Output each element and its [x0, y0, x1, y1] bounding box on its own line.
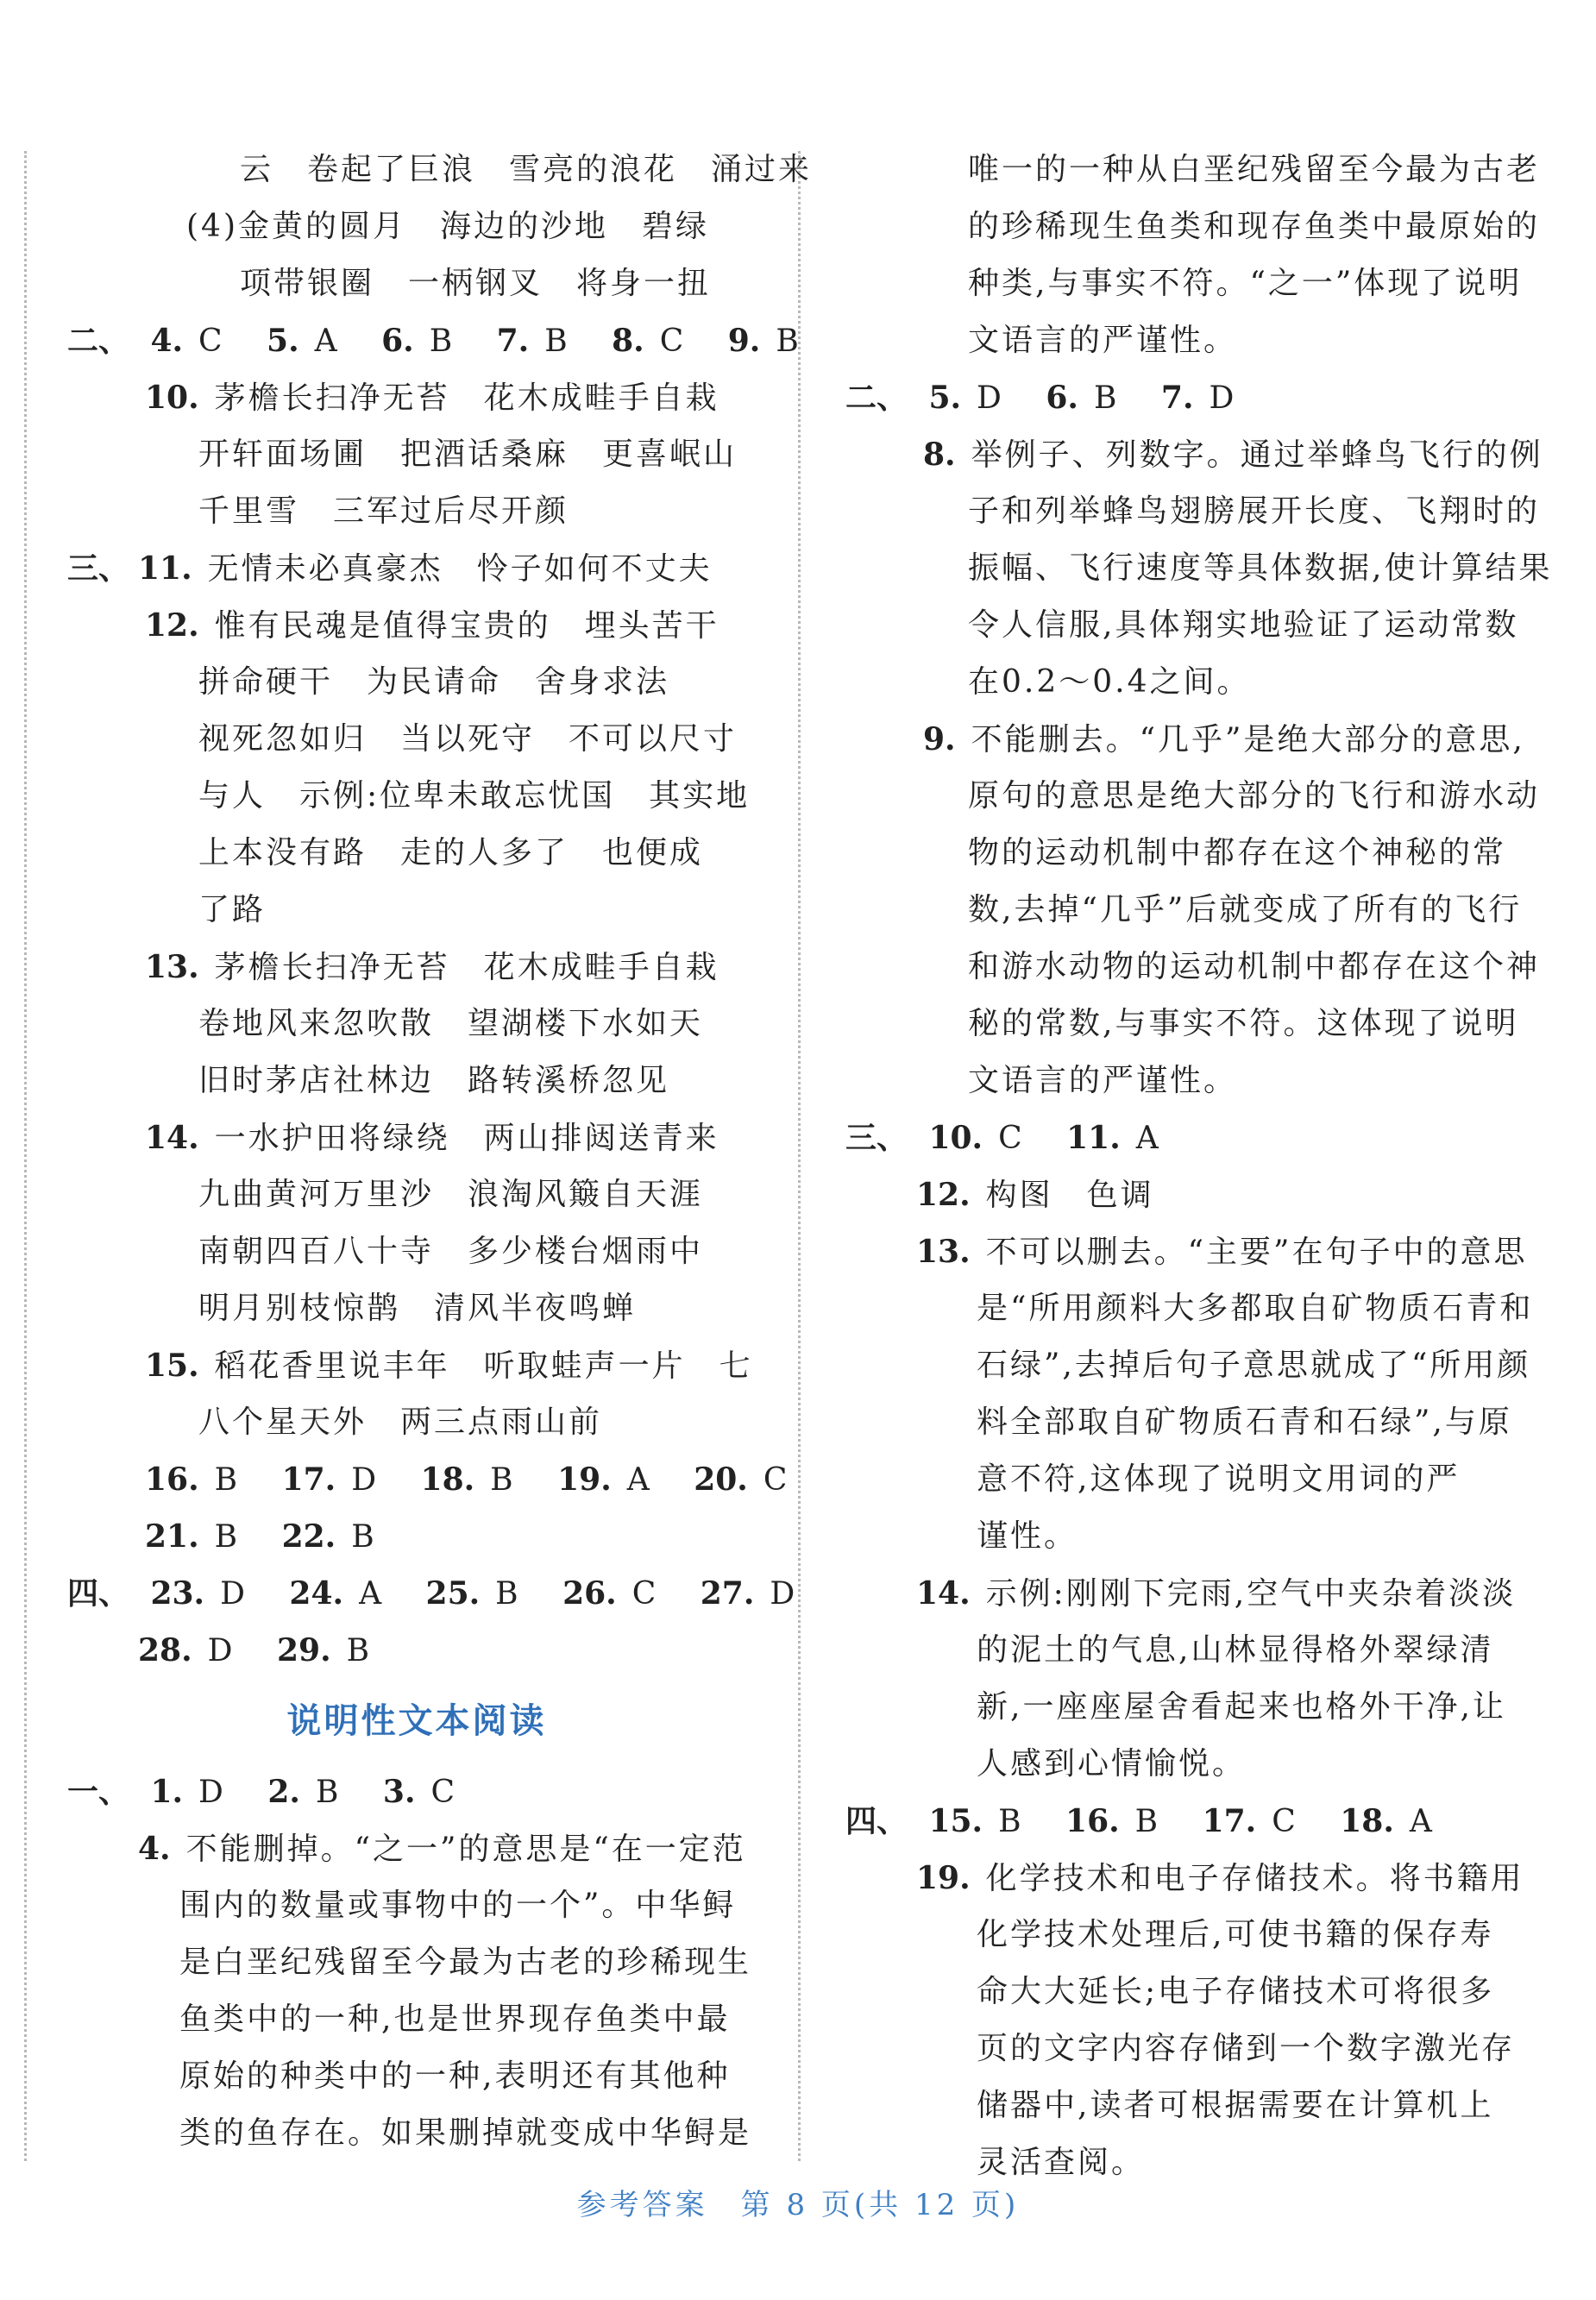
text-line: 页的文字内容存储到一个数字激光存	[977, 2031, 1516, 2066]
section-4-mc-row	[67, 1565, 798, 1622]
answer: B	[429, 324, 456, 359]
answer: B	[998, 1804, 1024, 1839]
text-line: 茅檐长扫净无苔 花木成畦手自栽	[214, 950, 719, 985]
text-line: 文语言的严谨性。	[968, 323, 1238, 358]
answer: D	[1209, 380, 1237, 416]
question-number: 25.	[425, 1575, 481, 1612]
text-line: 举例子、列数字。通过举蜂鸟飞行的例	[971, 437, 1543, 473]
question-number: 19.	[557, 1461, 612, 1498]
question-number: 5.	[267, 323, 299, 359]
question-number: 14.	[916, 1575, 971, 1612]
text-line: 意不符,这体现了说明文用词的严	[977, 1461, 1461, 1497]
question-number: 19.	[916, 1860, 971, 1896]
question-number: 14.	[145, 1120, 199, 1156]
section-marker: 二、	[845, 380, 908, 416]
text-line: 拼命硬干 为民请命 舍身求法	[198, 664, 670, 700]
text-line: 石绿”,去掉后句子意思就成了“所用颜	[977, 1348, 1531, 1383]
text-line: 视死忽如归 当以死守 不可以尺寸	[198, 721, 738, 757]
text-line: 茅檐长扫净无苔 花木成畦手自栽	[214, 380, 719, 416]
answer: A	[359, 1576, 385, 1612]
answer: A	[1409, 1804, 1435, 1839]
question-14	[845, 1565, 1540, 1622]
text-line: 千里雪 三军过后尽开颜	[198, 493, 569, 529]
text-line: 南朝四百八十寺 多少楼台烟雨中	[198, 1234, 704, 1269]
text-line: 原始的种类中的一种,表明还有其他种	[179, 2058, 731, 2094]
answer: B	[351, 1519, 377, 1555]
text-line: 云 卷起了巨浪 雪亮的浪花 涌过来	[240, 152, 813, 187]
text-line: 人感到心情愉悦。	[977, 1746, 1247, 1782]
text-line: 是“所用颜料大多都取自矿物质石青和	[977, 1291, 1534, 1326]
text-line: 化学技术和电子存储技术。将书籍用	[985, 1861, 1524, 1896]
question-13	[67, 939, 766, 996]
answer: B	[346, 1633, 373, 1668]
section-marker: 四、	[845, 1803, 908, 1839]
question-number: 18.	[1340, 1803, 1394, 1839]
answer: C	[998, 1121, 1025, 1156]
mc-row-16-20	[67, 1451, 790, 1508]
question-number: 17.	[281, 1461, 336, 1498]
text-line: 一水护田将绿绕 两山排闼送青来	[214, 1121, 719, 1156]
answer: D	[207, 1633, 236, 1668]
question-13	[845, 1223, 1540, 1280]
text-line: 旧时茅店社林边 路转溪桥忽见	[198, 1063, 670, 1098]
question-number: 11.	[138, 550, 192, 587]
text-line: 稻花香里说丰年 听取蛙声一片 七	[214, 1348, 753, 1384]
text-line: 命大大延长;电子存储技术可将很多	[977, 1974, 1495, 2009]
text-line: 文语言的严谨性。	[968, 1063, 1238, 1098]
question-number: 9.	[727, 323, 761, 359]
text-line: 灵活查阅。	[977, 2145, 1146, 2180]
answer: B	[776, 324, 801, 359]
text-line: 种类,与事实不符。“之一”体现了说明	[968, 266, 1523, 301]
text-line: 秘的常数,与事实不符。这体现了说明	[968, 1006, 1519, 1041]
question-number: 24.	[289, 1575, 344, 1612]
text-line: 卷地风来忽吹散 望湖楼下水如天	[198, 1006, 704, 1041]
question-number: 2.	[267, 1774, 300, 1810]
question-number: 20.	[694, 1461, 748, 1498]
question-number: 6.	[381, 323, 414, 359]
text-line: 上本没有路 走的人多了 也便成	[198, 835, 704, 870]
answer: D	[977, 380, 1004, 416]
expository-section-1-mc-row	[67, 1763, 766, 1820]
text-line: 不能删掉。“之一”的意思是“在一定范	[185, 1832, 746, 1867]
answer: C	[1272, 1804, 1298, 1839]
text-line: 新,一座座屋舍看起来也格外干净,让	[977, 1689, 1506, 1725]
section-2-mc-row	[67, 312, 801, 369]
text-line: 明月别枝惊鹊 清风半夜鸣蝉	[198, 1291, 637, 1326]
text-line: 鱼类中的一种,也是世界现存鱼类中最	[179, 2002, 731, 2037]
answer: D	[198, 1775, 226, 1810]
question-number: 13.	[916, 1234, 971, 1270]
section-marker: 三、	[845, 1120, 908, 1156]
question-number: 28.	[138, 1632, 192, 1668]
text-line: 原句的意思是绝大部分的飞行和游水动	[968, 778, 1541, 814]
section-marker: 二、	[67, 323, 130, 359]
answer: B	[1093, 380, 1120, 416]
answer: A	[1135, 1121, 1161, 1156]
question-number: 4.	[150, 323, 184, 359]
answer: C	[763, 1462, 790, 1498]
text-line: 构图 色调	[985, 1178, 1154, 1213]
text-line: 的泥土的气息,山林显得格外翠绿清	[977, 1632, 1494, 1668]
text-line: 是白垩纪残留至今最为古老的珍稀现生	[179, 1945, 752, 1980]
text-line: (4)金黄的圆月 海边的沙地 碧绿	[186, 209, 709, 244]
question-number: 7.	[496, 323, 530, 359]
question-8	[845, 426, 1543, 483]
question-number: 7.	[1160, 380, 1194, 416]
text-line: 谨性。	[977, 1518, 1078, 1554]
question-number: 10.	[145, 380, 199, 416]
answer: B	[490, 1462, 516, 1498]
text-line: 不可以删去。“主要”在句子中的意思	[985, 1235, 1528, 1270]
question-11	[67, 540, 766, 597]
section-marker: 三、	[67, 550, 130, 587]
question-number: 18.	[420, 1461, 475, 1498]
question-number: 11.	[1066, 1120, 1121, 1156]
question-number: 4.	[138, 1831, 171, 1867]
text-line: 子和列举蜂鸟翅膀展开长度、飞翔时的	[968, 493, 1541, 529]
question-14	[67, 1109, 766, 1166]
answer: B	[315, 1775, 342, 1810]
question-12	[67, 597, 766, 654]
text-line: 储器中,读者可根据需要在计算机上	[977, 2088, 1494, 2123]
answer: B	[544, 324, 570, 359]
answer: C	[430, 1775, 458, 1810]
text-line: 类的鱼存在。如果删掉就变成中华鲟是	[179, 2115, 752, 2151]
answer: B	[214, 1462, 241, 1498]
answer: C	[631, 1576, 659, 1612]
text-line: 不能删去。“几乎”是绝大部分的意思,	[971, 722, 1525, 757]
question-number: 22.	[281, 1518, 336, 1555]
question-number: 9.	[923, 721, 956, 757]
question-number: 29.	[276, 1632, 331, 1668]
answer: A	[626, 1462, 652, 1498]
text-line: 了路	[198, 892, 267, 927]
section-marker: 一、	[67, 1774, 130, 1810]
text-line: 振幅、飞行速度等具体数据,使计算结果	[968, 550, 1553, 586]
left-column	[67, 141, 813, 2162]
question-number: 1.	[150, 1774, 184, 1810]
text-line: 和游水动物的运动机制中都存在这个神	[968, 949, 1541, 984]
text-line: 与人 示例:位卑未敢忘忧国 其实地	[198, 778, 751, 814]
question-number: 12.	[145, 607, 199, 644]
question-number: 23.	[150, 1575, 205, 1612]
question-15	[67, 1337, 766, 1394]
right-column	[845, 141, 1553, 2191]
question-number: 12.	[916, 1177, 971, 1213]
column-divider	[798, 151, 801, 2161]
section-marker: 四、	[67, 1575, 130, 1612]
text-line: 开轩面场圃 把酒话桑麻 更喜岷山	[198, 437, 738, 472]
answer: C	[659, 324, 687, 359]
answer: B	[214, 1519, 241, 1555]
answer: C	[198, 324, 225, 359]
answer: D	[351, 1462, 380, 1498]
page-footer: 参考答案 第 8 页(共 12 页)	[576, 2188, 1020, 2222]
text-line: 惟有民魂是值得宝贵的 埋头苦干	[214, 608, 719, 644]
question-number: 17.	[1202, 1803, 1257, 1839]
question-number: 15.	[145, 1348, 199, 1384]
text-line: 令人信服,具体翔实地验证了运动常数	[968, 607, 1519, 643]
text-line: 在0.2～0.4之间。	[968, 664, 1251, 700]
question-4	[67, 1820, 766, 1877]
question-number: 26.	[562, 1575, 617, 1612]
left-margin-divider	[24, 151, 27, 2161]
answer: D	[770, 1576, 798, 1612]
text-line: 八个星天外 两三点雨山前	[198, 1405, 603, 1440]
mc-row-21-22	[67, 1508, 766, 1565]
question-number: 5.	[928, 380, 962, 416]
section-4-mc-row	[845, 1793, 1540, 1850]
text-line: 九曲黄河万里沙 浪淘风簸自天涯	[198, 1177, 704, 1212]
text-line: 物的运动机制中都存在这个神秘的常	[968, 835, 1507, 870]
question-number: 6.	[1046, 380, 1078, 416]
answer: D	[220, 1576, 248, 1612]
question-number: 10.	[928, 1120, 983, 1156]
section-2-mc-row	[845, 369, 1540, 426]
question-number: 16.	[145, 1461, 199, 1498]
question-number: 3.	[382, 1774, 416, 1810]
question-number: 16.	[1065, 1803, 1120, 1839]
question-number: 13.	[145, 949, 199, 985]
question-number: 15.	[928, 1803, 983, 1839]
text-line: 料全部取自矿物质石青和石绿”,与原	[977, 1405, 1512, 1440]
question-9	[845, 711, 1540, 768]
question-number: 27.	[700, 1575, 755, 1612]
question-number: 8.	[923, 437, 956, 473]
section-3-mc-row	[845, 1109, 1540, 1166]
text-line: 围内的数量或事物中的一个”。中华鲟	[179, 1888, 737, 1923]
answer: A	[314, 324, 340, 359]
text-line: 数,去掉“几乎”后就变成了所有的飞行	[968, 892, 1523, 927]
text-line: 唯一的一种从白垩纪残留至今最为古老	[968, 152, 1541, 187]
section-heading: 说明性文本阅读	[286, 1701, 547, 1741]
question-number: 8.	[612, 323, 644, 359]
question-12	[845, 1166, 1540, 1223]
mc-row-28-29	[67, 1622, 766, 1679]
text-line: 化学技术处理后,可使书籍的保存寿	[977, 1917, 1494, 1952]
question-10	[67, 369, 766, 426]
text-line: 示例:刚刚下完雨,空气中夹杂着淡淡	[985, 1576, 1517, 1612]
text-line: 的珍稀现生鱼类和现存鱼类中最原始的	[968, 209, 1541, 244]
text-line: 项带银圈 一柄钢叉 将身一扭	[240, 266, 712, 301]
answer: B	[495, 1576, 521, 1612]
answer: B	[1134, 1804, 1161, 1839]
question-number: 21.	[145, 1518, 199, 1555]
text-line: 无情未必真豪杰 怜子如何不丈夫	[207, 551, 713, 587]
question-19	[845, 1850, 1540, 1907]
